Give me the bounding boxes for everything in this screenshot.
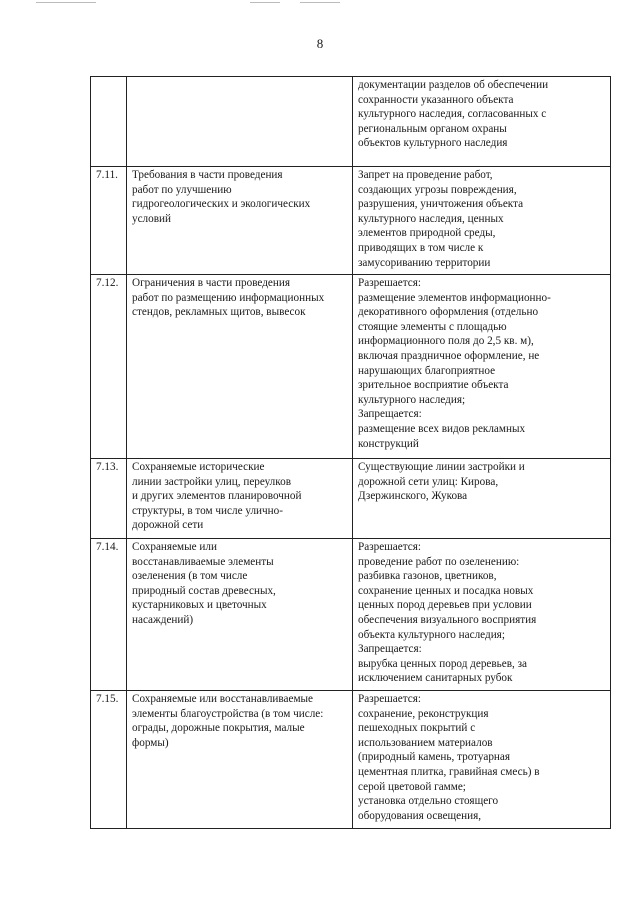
requirement-name-cell [127, 275, 353, 459]
row-number-cell [91, 691, 127, 829]
requirement-description: документации разделов об обеспечении сохранности указанного объекта культурного наследия, согласованных с региональным органом охраны объектов культурного наследия [358, 79, 549, 150]
table-row [91, 459, 611, 539]
table-row [91, 275, 611, 459]
requirement-description: Запрет на проведение работ, создающих угрозы повреждения, разрушения, уничтожения объекта культурного наследия, ценных элементов природной среды, приводящих в том числе к замусориванию территории [358, 169, 524, 269]
requirement-name: Сохраняемые исторические линии застройки улиц, переулков и других элементов планировочной структуры, в том числе улично- дорожной сети [132, 461, 302, 532]
requirement-name: Ограничения в части проведения работ по размещению информационных стендов, рекламных щитов, вывесок [132, 277, 325, 319]
page-number: 8 [316, 36, 324, 51]
requirement-name-cell [127, 459, 353, 539]
requirement-name: Сохраняемые или восстанавливаемые элементы благоустройства (в том числе: ограды, дорожные покрытия, малые формы) [132, 693, 324, 749]
requirement-desc-cell [353, 691, 611, 829]
requirement-desc-cell [353, 77, 611, 167]
row-number-cell [91, 77, 127, 167]
row-number: 7.14. [96, 541, 119, 553]
table-row [91, 167, 611, 275]
requirement-desc-cell [353, 539, 611, 691]
requirement-name-cell [127, 77, 353, 167]
requirement-name-cell [127, 167, 353, 275]
row-number-cell [91, 275, 127, 459]
row-number-cell [91, 539, 127, 691]
row-number: 7.13. [96, 461, 119, 473]
table-row [91, 77, 611, 167]
row-number-cell [91, 167, 127, 275]
row-number: 7.15. [96, 693, 119, 705]
requirement-name-cell [127, 691, 353, 829]
requirement-desc-cell [353, 275, 611, 459]
requirement-desc-cell [353, 167, 611, 275]
table-row [91, 691, 611, 829]
requirement-description: Разрешается: проведение работ по озеленению: разбивка газонов, цветников, сохранение ценных и посадка новых ценных пород деревьев при условии обеспечения визуального восприятия объекта культурного наследия; Запрещается: вырубка ценных пород деревьев, за исключением санитарных рубок [358, 541, 537, 685]
requirements-table [90, 76, 611, 829]
requirement-description: Разрешается: сохранение, реконструкция пешеходных покрытий с использованием материалов (природный камень, тротуарная цементная плитка, гравийная смесь) в серой цветовой гамме; установка отдельно стоящего оборудования освещения, [358, 693, 540, 822]
requirement-description: Существующие линии застройки и дорожной сети улиц: Кирова, Дзержинского, Жукова [358, 461, 525, 503]
requirement-name: Сохраняемые или восстанавливаемые элементы озеленения (в том числе природный состав древесных, кустарниковых и цветочных насаждений) [132, 541, 276, 626]
row-number: 7.12. [96, 277, 119, 289]
requirement-desc-cell [353, 459, 611, 539]
requirement-description: Разрешается: размещение элементов информационно- декоративного оформления (отдельно стоящие элементы с площадью информационного поля до 2,5 кв. м), включая праздничное оформление, не нарушающих благоприятное зрительное восприятие объекта культурного наследия; Запрещается: размещение всех видов рекламных конструкций [358, 277, 551, 450]
requirement-name: Требования в части проведения работ по улучшению гидрогеологических и экологических условий [132, 169, 311, 225]
row-number: 7.11. [96, 169, 118, 181]
top-edge-marks [0, 0, 640, 8]
row-number-cell [91, 459, 127, 539]
table-row [91, 539, 611, 691]
requirement-name-cell [127, 539, 353, 691]
